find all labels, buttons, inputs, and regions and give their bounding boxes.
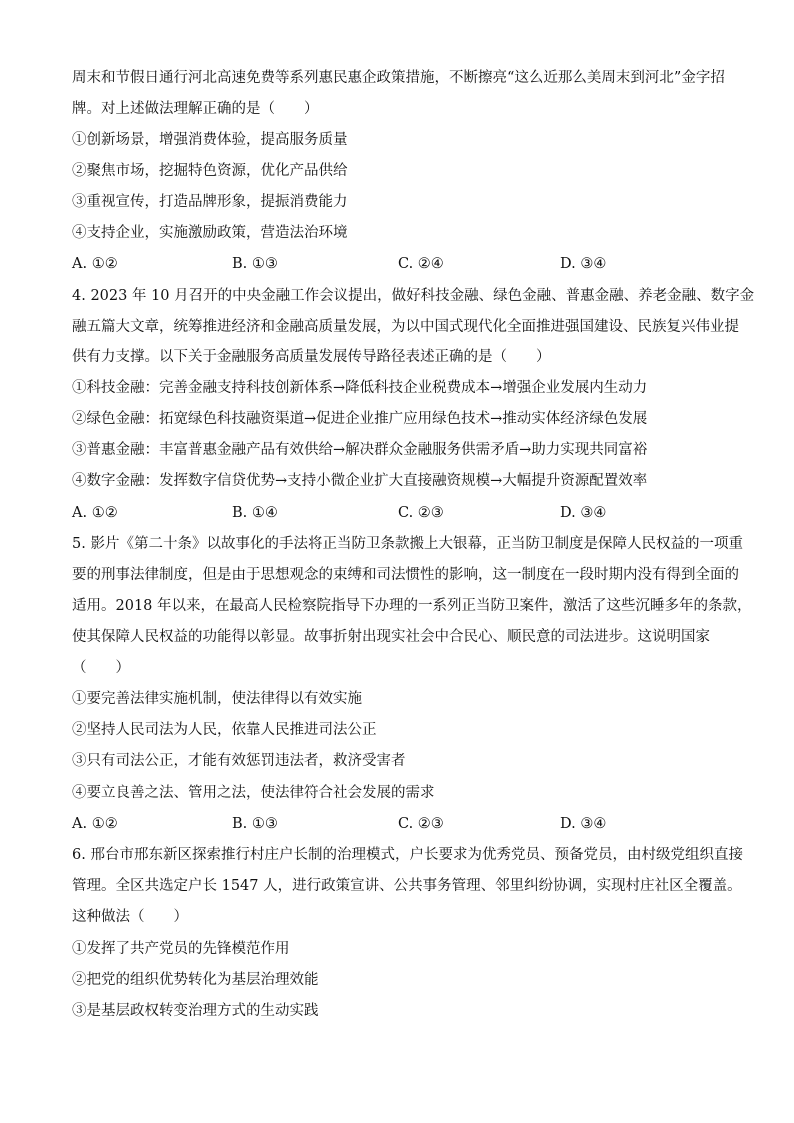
- statement-item: ②把党的组织优势转化为基层治理效能: [72, 972, 319, 988]
- statement-item: ③普惠金融：丰富普惠金融产品有效供给→解决群众金融服务供需矛盾→助力实现共同富裕: [72, 442, 648, 458]
- answer-options: [72, 814, 732, 834]
- question-stem-line: 要的刑事法律制度，但是由于思想观念的束缚和司法惯性的影响，这一制度在一段时期内没有得到全面的: [72, 567, 739, 583]
- question-stem-line: 这种做法（ ）: [72, 909, 188, 925]
- question-stem-line: 供有力支撑。以下关于金融服务高质量发展传导路径表述正确的是（ ）: [72, 349, 551, 365]
- option-d: D. ③④: [560, 505, 607, 521]
- question-stem-line: 管理。全区共选定户长 1547 人，进行政策宣讲、公共事务管理、邻里纠纷协调，实现村庄社区全覆盖。: [72, 878, 742, 894]
- option-c: C. ②③: [398, 505, 444, 521]
- statement-item: ②绿色金融：拓宽绿色科技融资渠道→促进企业推广应用绿色技术→推动实体经济绿色发展: [72, 411, 648, 427]
- statement-item: ①创新场景，增强消费体验，提高服务质量: [72, 132, 348, 148]
- option-a: A. ①②: [72, 816, 118, 832]
- question-stem-line: 5. 影片《第二十条》以故事化的手法将正当防卫条款搬上大银幕，正当防卫制度是保障人民权益的一项重: [72, 536, 743, 552]
- answer-options: [72, 503, 732, 523]
- question-stem-line: （ ）: [72, 660, 130, 676]
- option-d: D. ③④: [560, 256, 607, 272]
- option-a: A. ①②: [72, 505, 118, 521]
- question-stem-line: 适用。2018 年以来，在最高人民检察院指导下办理的一系列正当防卫案件，激活了这些沉睡多年的条款，: [72, 598, 752, 614]
- answer-options: [72, 254, 732, 274]
- statement-item: ①要完善法律实施机制，使法律得以有效实施: [72, 691, 362, 707]
- statement-item: ③重视宣传，打造品牌形象，提振消费能力: [72, 194, 348, 210]
- statement-item: ②坚持人民司法为人民，依靠人民推进司法公正: [72, 722, 377, 738]
- option-c: C. ②④: [398, 256, 444, 272]
- question-stem-line: 使其保障人民权益的功能得以彰显。故事折射出现实社会中合民心、顺民意的司法进步。这说明国家: [72, 629, 710, 645]
- statement-item: ②聚焦市场，挖掘特色资源，优化产品供给: [72, 163, 348, 179]
- option-b: B. ①④: [232, 505, 278, 521]
- option-b: B. ①③: [232, 816, 278, 832]
- option-a: A. ①②: [72, 256, 118, 272]
- option-c: C. ②③: [398, 816, 444, 832]
- statement-item: ④要立良善之法、管用之法，使法律符合社会发展的需求: [72, 785, 435, 801]
- statement-item: ③是基层政权转变治理方式的生动实践: [72, 1003, 319, 1019]
- statement-item: ①发挥了共产党员的先锋模范作用: [72, 941, 290, 957]
- option-b: B. ①③: [232, 256, 278, 272]
- statement-item: ③只有司法公正，才能有效惩罚违法者，救济受害者: [72, 753, 406, 769]
- option-d: D. ③④: [560, 816, 607, 832]
- statement-item: ①科技金融：完善金融支持科技创新体系→降低科技企业税费成本→增强企业发展内生动力: [72, 380, 648, 396]
- statement-item: ④支持企业，实施激励政策，营造法治环境: [72, 225, 348, 241]
- question-stem-line: 周末和节假日通行河北高速免费等系列惠民惠企政策措施，不断擦亮“这么近那么美周末到河北”金字招: [72, 70, 725, 86]
- statement-item: ④数字金融：发挥数字信贷优势→支持小微企业扩大直接融资规模→大幅提升资源配置效率: [72, 473, 648, 489]
- question-stem-line: 融五篇大文章，统筹推进经济和金融高质量发展，为以中国式现代化全面推进强国建设、民族复兴伟业提: [72, 319, 739, 335]
- question-stem-line: 牌。对上述做法理解正确的是（ ）: [72, 101, 319, 117]
- question-stem-line: 6. 邢台市邢东新区探索推行村庄户长制的治理模式，户长要求为优秀党员、预备党员，由村级党组织直接: [72, 847, 743, 863]
- question-stem-line: 4. 2023 年 10 月召开的中央金融工作会议提出，做好科技金融、绿色金融、普惠金融、养老金融、数字金: [72, 288, 755, 304]
